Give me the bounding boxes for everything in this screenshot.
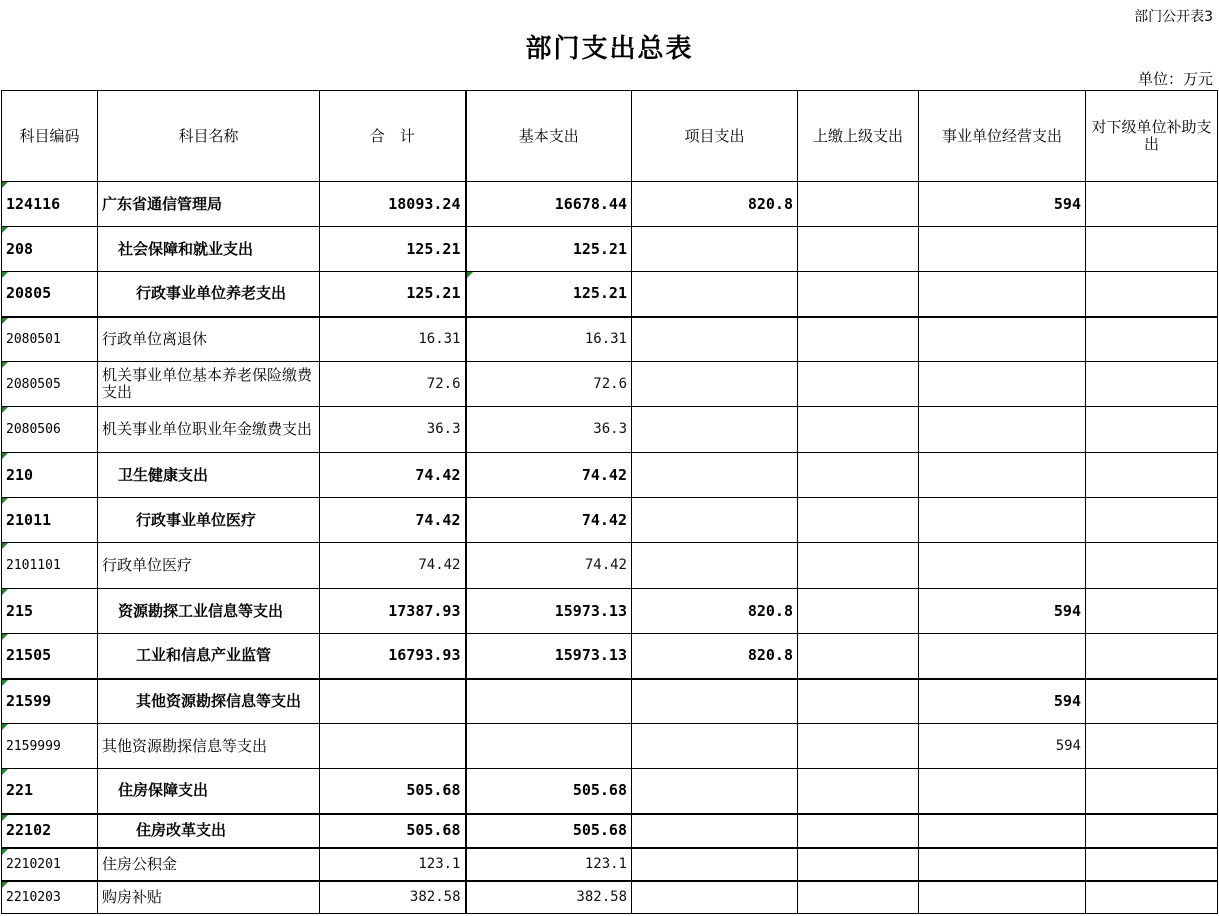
cell-subsidy (1086, 407, 1218, 453)
cell-code: 20805 (2, 272, 98, 317)
cell-subsidy (1086, 227, 1218, 272)
cell-total (320, 679, 466, 724)
cell-upper (798, 227, 919, 272)
cell-business (919, 814, 1086, 848)
cell-basic: 72.6 (466, 362, 632, 407)
cell-name (98, 272, 320, 317)
header-subsidy: 对下级单位补助支出 (1086, 91, 1218, 182)
cell-basic: 15973.13 (466, 589, 632, 634)
cell-total: 16.31 (320, 317, 466, 362)
cell-business: 594 (919, 589, 1086, 634)
cell-business (919, 272, 1086, 317)
cell-name: 行政单位离退休 (98, 317, 320, 362)
cell-code: 208 (2, 227, 98, 272)
cell-business (919, 848, 1086, 881)
cell-upper (798, 724, 919, 769)
cell-total: 74.42 (320, 543, 466, 589)
cell-name (98, 634, 320, 679)
cell-project (632, 317, 798, 362)
cell-name: 其他资源勘探信息等支出 (98, 724, 320, 769)
cell-upper (798, 453, 919, 498)
cell-code: 215 (2, 589, 98, 634)
cell-subsidy (1086, 182, 1218, 227)
table-row (2, 589, 1218, 634)
cell-subsidy (1086, 317, 1218, 362)
row-name-text: 社会保障和就业支出 (118, 239, 254, 258)
cell-subsidy (1086, 634, 1218, 679)
cell-upper (798, 317, 919, 362)
cell-code: 2080505 (2, 362, 98, 407)
header-code: 科目编码 (2, 91, 98, 182)
cell-project (632, 543, 798, 589)
cell-project (632, 724, 798, 769)
cell-business (919, 453, 1086, 498)
cell-total: 505.68 (320, 769, 466, 814)
expenditure-table (1, 90, 1218, 914)
row-name-text: 卫生健康支出 (118, 465, 209, 484)
cell-total: 382.58 (320, 881, 466, 914)
cell-project: 820.8 (632, 634, 798, 679)
cell-project: 820.8 (632, 589, 798, 634)
cell-subsidy (1086, 272, 1218, 317)
cell-business (919, 407, 1086, 453)
cell-upper (798, 182, 919, 227)
cell-name: 机关事业单位职业年金缴费支出 (98, 407, 320, 453)
cell-project (632, 407, 798, 453)
cell-business (919, 769, 1086, 814)
cell-upper (798, 881, 919, 914)
cell-upper (798, 272, 919, 317)
cell-code: 2210203 (2, 881, 98, 914)
cell-subsidy (1086, 362, 1218, 407)
cell-name (98, 453, 320, 498)
cell-business: 594 (919, 679, 1086, 724)
table-row (2, 848, 1218, 881)
row-name-text: 住房改革支出 (136, 821, 227, 839)
cell-project (632, 679, 798, 724)
table-number-label: 部门公开表3 (1134, 9, 1213, 25)
cell-code: 22102 (2, 814, 98, 848)
cell-business (919, 227, 1086, 272)
cell-basic: 15973.13 (466, 634, 632, 679)
cell-basic: 505.68 (466, 769, 632, 814)
cell-business: 594 (919, 724, 1086, 769)
cell-code: 21505 (2, 634, 98, 679)
cell-name (98, 769, 320, 814)
cell-name (98, 679, 320, 724)
cell-total: 123.1 (320, 848, 466, 881)
header-total: 合 计 (320, 91, 466, 182)
cell-subsidy (1086, 881, 1218, 914)
table-row (2, 814, 1218, 848)
cell-code: 2101101 (2, 543, 98, 589)
cell-upper (798, 543, 919, 589)
cell-name (98, 227, 320, 272)
cell-project (632, 272, 798, 317)
cell-basic: 74.42 (466, 498, 632, 543)
cell-upper (798, 814, 919, 848)
cell-code: 221 (2, 769, 98, 814)
cell-subsidy (1086, 453, 1218, 498)
cell-upper (798, 498, 919, 543)
cell-project (632, 814, 798, 848)
cell-project (632, 769, 798, 814)
cell-basic: 16678.44 (466, 182, 632, 227)
table-row (2, 453, 1218, 498)
cell-subsidy (1086, 769, 1218, 814)
cell-basic (466, 724, 632, 769)
header-row (2, 91, 1218, 182)
table-row (2, 634, 1218, 679)
cell-basic: 74.42 (466, 543, 632, 589)
cell-name (98, 589, 320, 634)
cell-business (919, 881, 1086, 914)
cell-business: 594 (919, 182, 1086, 227)
row-name-text: 行政事业单位养老支出 (136, 284, 287, 303)
cell-total: 74.42 (320, 498, 466, 543)
cell-basic: 125.21 (466, 272, 632, 317)
cell-upper (798, 407, 919, 453)
cell-business (919, 317, 1086, 362)
cell-total: 17387.93 (320, 589, 466, 634)
cell-subsidy (1086, 848, 1218, 881)
header-basic: 基本支出 (466, 91, 632, 182)
cell-basic: 505.68 (466, 814, 632, 848)
cell-total (320, 724, 466, 769)
cell-basic: 382.58 (466, 881, 632, 914)
header-name: 科目名称 (98, 91, 320, 182)
cell-total: 72.6 (320, 362, 466, 407)
cell-subsidy (1086, 543, 1218, 589)
cell-total: 16793.93 (320, 634, 466, 679)
cell-project (632, 498, 798, 543)
cell-subsidy (1086, 724, 1218, 769)
cell-basic: 36.3 (466, 407, 632, 453)
cell-name: 购房补贴 (98, 881, 320, 914)
cell-name (98, 498, 320, 543)
cell-total: 74.42 (320, 453, 466, 498)
cell-project (632, 362, 798, 407)
row-name-text: 住房保障支出 (118, 781, 209, 800)
cell-subsidy (1086, 679, 1218, 724)
table-row (2, 679, 1218, 724)
cell-code: 124116 (2, 182, 98, 227)
cell-name: 广东省通信管理局 (98, 182, 320, 227)
table-row (2, 498, 1218, 543)
cell-project (632, 848, 798, 881)
header-business: 事业单位经营支出 (919, 91, 1086, 182)
cell-basic (466, 679, 632, 724)
cell-code: 210 (2, 453, 98, 498)
cell-project (632, 881, 798, 914)
cell-total: 125.21 (320, 272, 466, 317)
page-title: 部门支出总表 (525, 34, 694, 64)
row-name-text: 行政事业单位医疗 (136, 510, 257, 529)
cell-code: 2080506 (2, 407, 98, 453)
cell-name: 机关事业单位基本养老保险缴费支出 (98, 362, 320, 407)
cell-upper (798, 679, 919, 724)
cell-business (919, 498, 1086, 543)
table-row (2, 543, 1218, 589)
cell-basic: 16.31 (466, 317, 632, 362)
cell-business (919, 543, 1086, 589)
row-name-text: 其他资源勘探信息等支出 (136, 691, 302, 710)
cell-project (632, 453, 798, 498)
cell-business (919, 634, 1086, 679)
header-project: 项目支出 (632, 91, 798, 182)
cell-total: 18093.24 (320, 182, 466, 227)
cell-name: 住房公积金 (98, 848, 320, 881)
cell-project: 820.8 (632, 182, 798, 227)
cell-upper (798, 769, 919, 814)
cell-subsidy (1086, 814, 1218, 848)
cell-code: 21011 (2, 498, 98, 543)
table-row (2, 182, 1218, 227)
cell-total: 36.3 (320, 407, 466, 453)
row-name-text: 资源勘探工业信息等支出 (118, 601, 284, 620)
table-row (2, 407, 1218, 453)
table-row (2, 362, 1218, 407)
cell-business (919, 362, 1086, 407)
table-row (2, 317, 1218, 362)
cell-code: 21599 (2, 679, 98, 724)
cell-upper (798, 848, 919, 881)
cell-name (98, 814, 320, 848)
cell-project (632, 227, 798, 272)
cell-upper (798, 634, 919, 679)
unit-label: 单位：万元 (1137, 70, 1213, 88)
cell-basic: 125.21 (466, 227, 632, 272)
cell-code: 2080501 (2, 317, 98, 362)
cell-subsidy (1086, 498, 1218, 543)
table-row (2, 881, 1218, 914)
cell-total: 505.68 (320, 814, 466, 848)
row-name-text: 工业和信息产业监管 (136, 646, 272, 665)
cell-code: 2210201 (2, 848, 98, 881)
table-row (2, 272, 1218, 317)
cell-upper (798, 362, 919, 407)
header-upper: 上缴上级支出 (798, 91, 919, 182)
cell-upper (798, 589, 919, 634)
table-row (2, 227, 1218, 272)
cell-code: 2159999 (2, 724, 98, 769)
cell-basic: 123.1 (466, 848, 632, 881)
cell-subsidy (1086, 589, 1218, 634)
cell-basic: 74.42 (466, 453, 632, 498)
cell-total: 125.21 (320, 227, 466, 272)
cell-name: 行政单位医疗 (98, 543, 320, 589)
table-row (2, 769, 1218, 814)
table-row (2, 724, 1218, 769)
